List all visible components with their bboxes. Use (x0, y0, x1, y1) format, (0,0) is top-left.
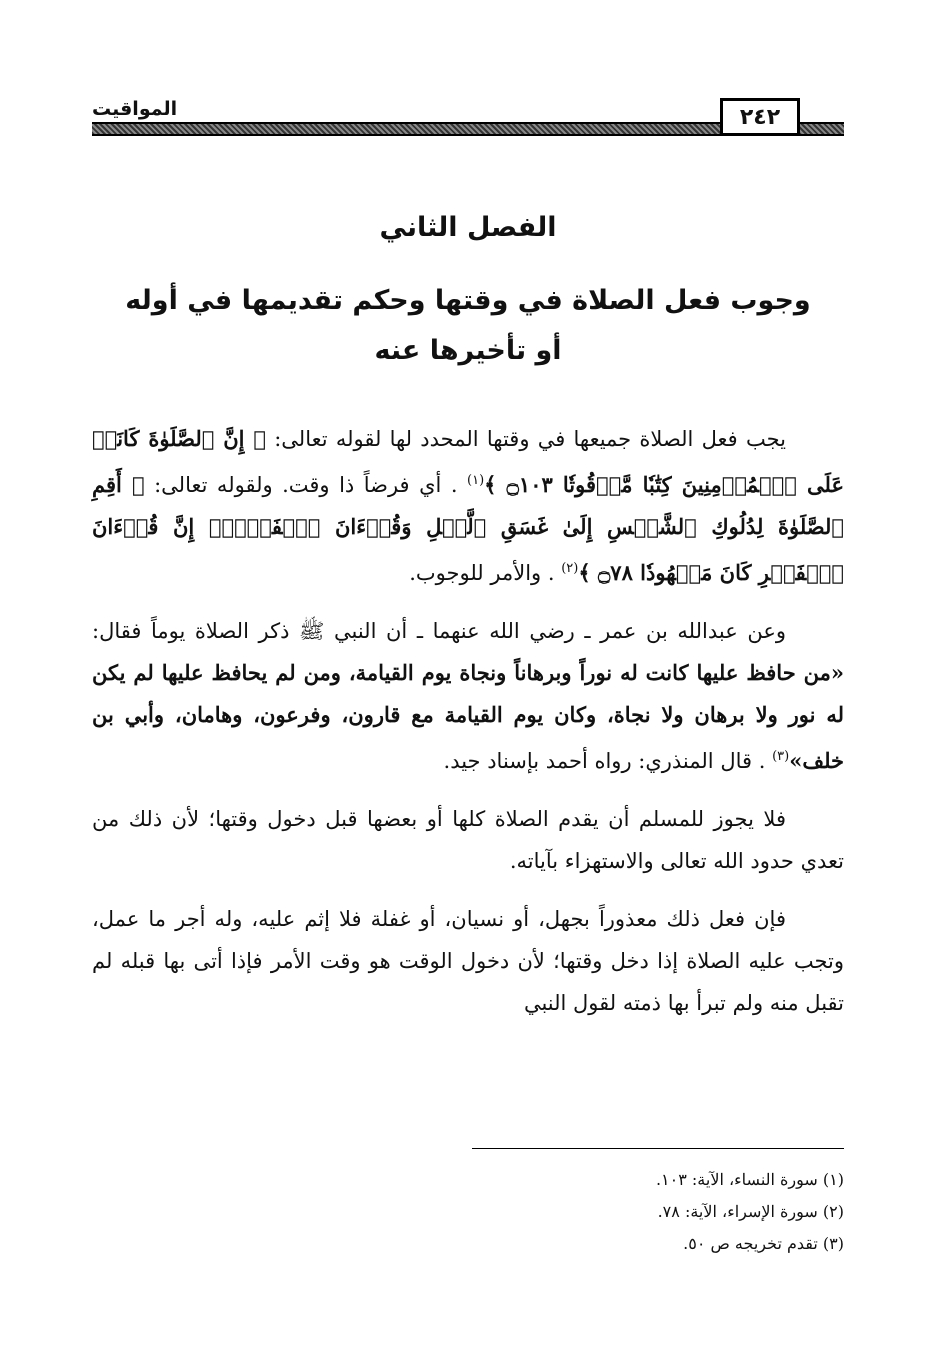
p2-end: . قال المنذري: رواه أحمد بإسناد جيد. (443, 749, 766, 773)
p1-intro: يجب فعل الصلاة جميعها في وقتها المحدد لها لقوله تعالى: (274, 427, 786, 451)
page-header (92, 96, 844, 142)
paragraph-2 (92, 610, 844, 782)
chapter-subtitle (92, 276, 844, 376)
footnote-2: (٢) سورة الإسراء، الآية: ٧٨. (657, 1202, 844, 1221)
paragraph-4: فإن فعل ذلك معذوراً بجهل، أو نسيان، أو غفلة فلا إثم عليه، وله أجر ما عمل، وتجب عليه الصلاة إذا دخل وقتها؛ لأن دخول الوقت هو وقت الأمر فإذا أتى بها قبله لم تقبل منه ولم تبرأ بها ذمته لقول النبي (92, 907, 844, 1015)
quran-verse-2: ﴿ أَقِمِ ٱلصَّلَوٰةَ لِدُلُوكِ ٱلشَّمۡسِ إِلَىٰ غَسَقِ ٱلَّيۡلِ وَقُرۡءَانَ ٱلۡفَجۡرِۖ إِنَّ قُرۡءَانَ ٱلۡفَجۡرِ كَانَ مَشۡهُودٗا ۝٧٨ ﴾ (92, 472, 844, 585)
hadith-text: «من حافظ عليها كانت له نوراً وبرهاناً ونجاة يوم القيامة، ومن لم يحافظ عليها لم يكن له نور ولا برهان ولا نجاة، وكان يوم القيامة مع قارون، وفرعون، وهامان، وأبي بن خلف» (92, 660, 844, 773)
chapter-subtitle-line-2: أو تأخيرها عنه (374, 335, 562, 366)
footnote-3: (٣) تقدم تخريجه ص ٥٠. (683, 1234, 844, 1253)
footnote-ref-1: (١) (467, 473, 485, 488)
footnote-1: (١) سورة النساء، الآية: ١٠٣. (655, 1170, 844, 1189)
chapter-title: الفصل الثاني (379, 212, 557, 243)
p1-end: . والأمر للوجوب. (409, 561, 555, 585)
p2-intro: وعن عبدالله بن عمر ـ رضي الله عنهما ـ أن النبي ﷺ ذكر الصلاة يوماً فقال: (92, 619, 786, 643)
footnote-divider (472, 1148, 844, 1149)
quran-verse-1: ﴿ إِنَّ ٱلصَّلَوٰةَ كَانَتۡ عَلَى ٱلۡمُؤۡمِنِينَ كِتَٰبٗا مَّوۡقُوتٗا ۝١٠٣ ﴾ (92, 426, 844, 497)
running-title: المواقيت (92, 98, 178, 120)
paragraph-1 (92, 418, 844, 594)
body-text (92, 418, 844, 1040)
footnote-ref-2: (٢) (561, 561, 579, 576)
chapter-subtitle-line-1: وجوب فعل الصلاة في وقتها وحكم تقديمها في أوله (125, 285, 811, 316)
paragraph-3: فلا يجوز للمسلم أن يقدم الصلاة كلها أو بعضها قبل دخول وقتها؛ لأن ذلك من تعدي حدود الله تعالى والاستهزاء بآياته. (92, 807, 844, 873)
footnotes (92, 1164, 844, 1260)
page-number: ٢٤٢ (720, 98, 800, 136)
footnote-ref-3: (٣) (772, 749, 790, 764)
p1-mid: . أي فرضاً ذا وقت. ولقوله تعالى: (154, 473, 458, 497)
